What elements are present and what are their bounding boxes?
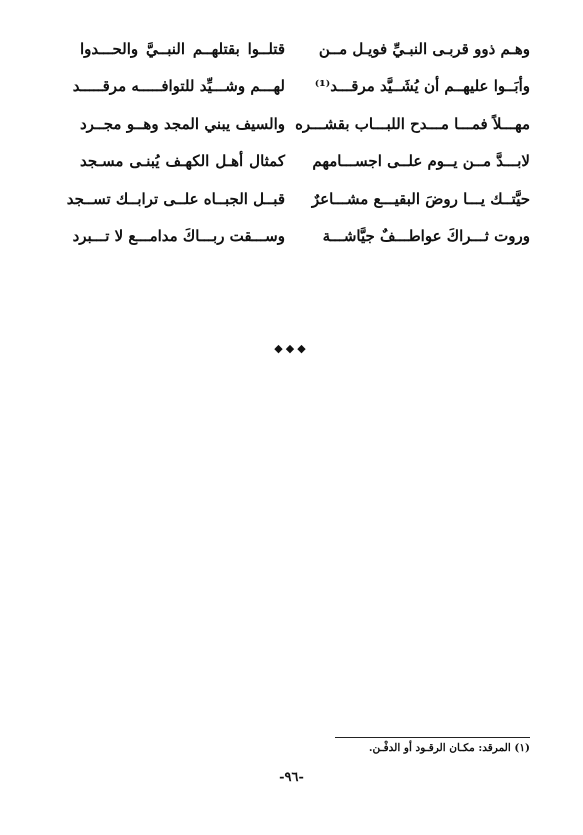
footnote: (١) المرقد: مكـان الرقـود أو الدفْـن. — [368, 742, 530, 754]
poem — [66, 30, 530, 255]
first-hemistich: وروت ثـــراكَ عواطـــفٌ جيَّاشـــة — [322, 227, 530, 246]
verse — [72, 68, 530, 106]
first-hemistich: مهـــلاً فمـــا مـــدح اللبـــاب بقشـــره — [295, 114, 530, 133]
second-hemistich: لهـــم وشـــيِّد للتوافـــــه مرقـــــد — [72, 77, 285, 96]
verse — [66, 180, 530, 218]
second-hemistich: قبــل الجبــاه علــى ترابــك تســجد — [66, 189, 285, 208]
first-hemistich: حيَّتــك يـــا روضَ البقيـــع مشـــاعرٌ — [311, 189, 530, 208]
first-hemistich: وهـم ذوو قربـى النبـيِّ فويـل مــن — [318, 39, 530, 58]
verse — [72, 218, 530, 256]
second-hemistich: وســـقت ربـــاكَ مدامـــع لا تـــبرد — [72, 227, 285, 246]
verse — [80, 143, 530, 181]
page-number: -٩٦- — [279, 770, 304, 785]
verse — [80, 30, 530, 68]
section-separator: ◆◆◆ — [274, 342, 309, 355]
second-hemistich: والسيف يبني المجد وهــو مجــرد — [80, 114, 285, 133]
verse — [80, 105, 530, 143]
first-hemistich: وأبَــوا عليهــم أن يُشَــيَّد مرقـــد⁽¹⁾ — [314, 77, 530, 96]
footnote-divider — [335, 737, 530, 738]
second-hemistich: كمثال أهـل الكهـف يُبنـى مسـجد — [80, 152, 285, 171]
first-hemistich: لابـــدَّ مــن يــوم علــى اجســـامهم — [312, 152, 530, 171]
second-hemistich: قتلــوا بقتلهــم النبــيَّ والحـــدوا — [80, 39, 285, 58]
